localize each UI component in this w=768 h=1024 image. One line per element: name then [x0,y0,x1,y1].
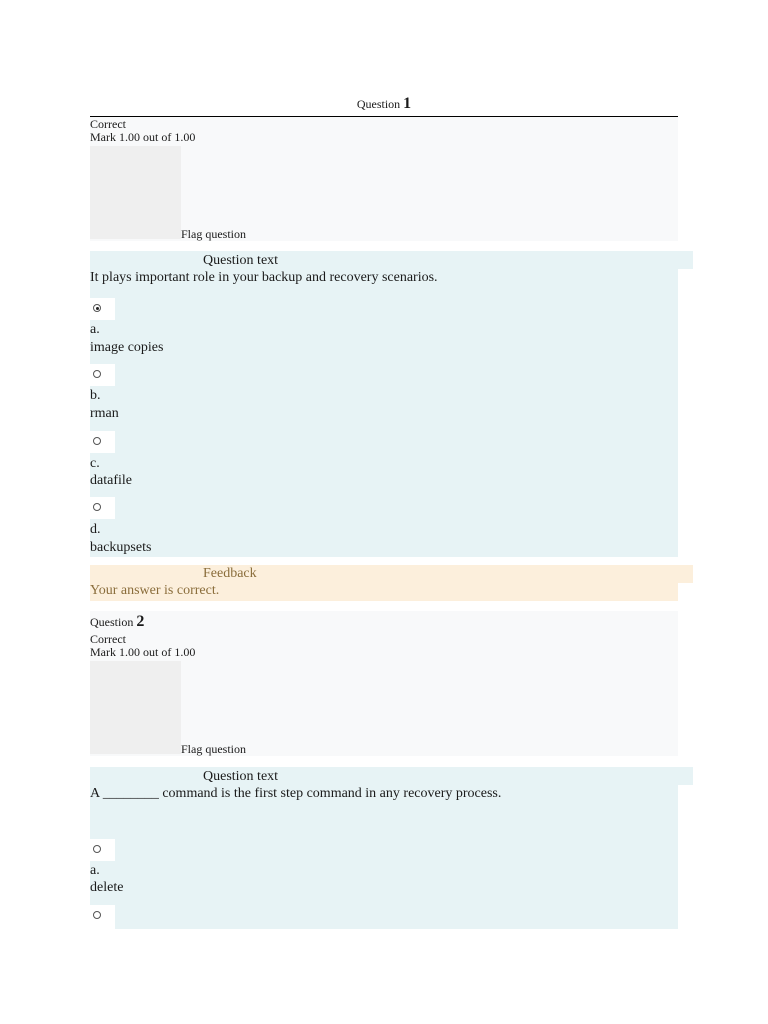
question-1-stem: It plays important role in your backup and recovery scenarios. [90,270,438,285]
question-label: Question [90,615,134,629]
question-text-heading: Question text [203,769,279,784]
radio-icon[interactable] [93,845,101,853]
option-a-radio-box[interactable] [90,839,115,861]
option-b-radio-box[interactable] [90,364,115,386]
radio-icon[interactable] [93,370,101,378]
feedback-box [90,583,678,601]
radio-icon[interactable] [93,437,101,445]
option-d-radio-box[interactable] [90,497,115,519]
question-1-state: Correct [90,117,126,131]
radio-icon[interactable] [93,503,101,511]
feedback-text: Your answer is correct. [90,583,220,598]
flag-question-link[interactable]: Flag question [181,227,246,241]
question-2-text-heading [90,767,693,785]
option-a-text[interactable]: delete [90,880,124,895]
flag-icon[interactable] [90,661,181,754]
question-1-text-heading [90,251,693,269]
question-2-title [90,613,144,631]
question-2-stem: A ________ command is the first step command in any recovery process. [90,786,502,801]
flag-question-link[interactable]: Flag question [181,742,246,756]
option-c-letter: c. [90,456,100,471]
option-b-text[interactable]: rman [90,406,119,421]
question-2-state: Correct [90,632,126,646]
option-b-letter: b. [90,388,101,403]
option-c-text[interactable]: datafile [90,473,132,488]
question-1-title [90,95,678,113]
option-d-text[interactable]: backupsets [90,540,152,555]
option-a-letter: a. [90,863,100,878]
option-a-text[interactable]: image copies [90,340,164,355]
feedback-heading: Feedback [203,566,257,581]
feedback-heading-bar [90,565,693,583]
question-2-mark: Mark 1.00 out of 1.00 [90,645,196,659]
option-c-radio-box[interactable] [90,431,115,453]
question-number: 2 [136,613,145,630]
question-2-content [90,785,678,929]
option-b-radio-box[interactable] [90,905,115,929]
question-1-content [90,269,678,557]
question-1-mark: Mark 1.00 out of 1.00 [90,130,196,144]
question-number: 1 [403,95,412,112]
radio-icon[interactable] [93,911,101,919]
radio-checked-icon[interactable] [93,304,101,312]
flag-icon[interactable] [90,146,181,239]
question-text-heading: Question text [203,253,279,268]
option-a-radio-box[interactable] [90,298,115,320]
question-label: Question [356,97,401,111]
option-a-letter: a. [90,322,100,337]
option-d-letter: d. [90,522,101,537]
